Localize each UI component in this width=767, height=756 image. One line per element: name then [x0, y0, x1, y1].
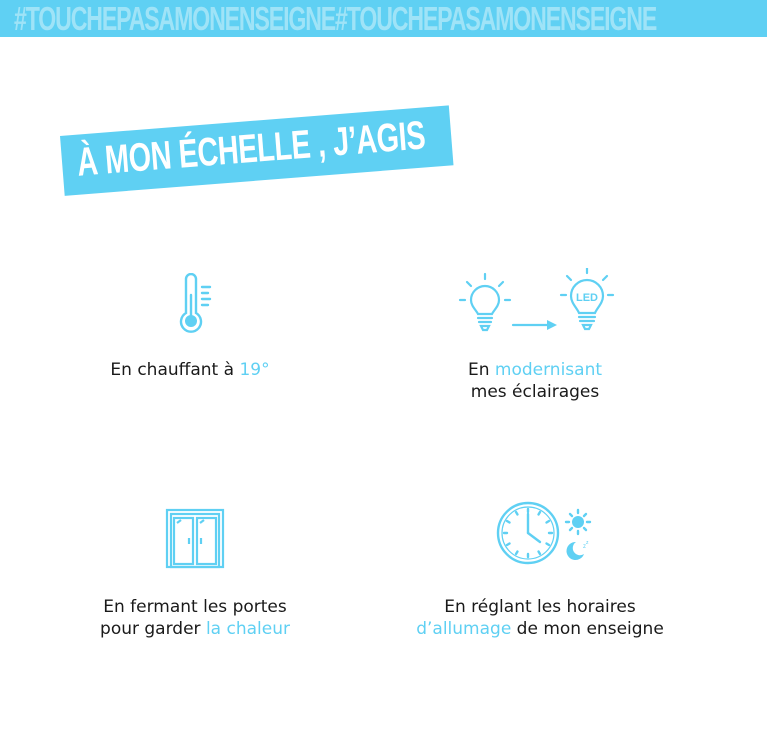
- led-label: LED: [576, 292, 598, 304]
- caption-line-2: [70, 618, 320, 640]
- svg-text:z: z: [583, 544, 586, 550]
- caption-heating: [80, 359, 300, 381]
- caption-text: de mon enseigne: [511, 619, 664, 639]
- caption-highlight: la chaleur: [205, 619, 290, 639]
- caption-line-2: [395, 618, 685, 640]
- caption-highlight: 19°: [239, 360, 270, 380]
- caption-line-1: En réglant les horaires: [444, 597, 636, 617]
- caption-highlight: d’allumage: [416, 619, 512, 639]
- page-title: À MON ÉCHELLE , J’AGIS: [75, 113, 427, 185]
- caption-line-2: mes éclairages: [470, 382, 600, 402]
- caption-text: En: [467, 360, 495, 380]
- hashtag-banner: [0, 0, 767, 37]
- caption-text: En chauffant à: [110, 360, 240, 380]
- caption-line-1: En fermant les portes: [103, 597, 287, 617]
- hashtag-text: #TOUCHEPASAMONENSEIGNE#TOUCHEPASAMONENSEIGNE: [14, 0, 657, 37]
- caption-doors: [70, 596, 320, 640]
- caption-line-1: [420, 359, 650, 381]
- caption-schedule: [395, 596, 685, 640]
- led-bulb-upgrade-icon: [455, 268, 625, 340]
- caption-lighting: [420, 359, 650, 403]
- caption-highlight: modernisant: [494, 360, 603, 380]
- thermometer-icon: [172, 273, 222, 343]
- caption-text: pour garder: [100, 619, 206, 639]
- svg-text:z: z: [586, 540, 589, 546]
- title-box: [60, 105, 454, 195]
- door-icon: [164, 508, 226, 570]
- clock-day-night-icon: [494, 500, 594, 566]
